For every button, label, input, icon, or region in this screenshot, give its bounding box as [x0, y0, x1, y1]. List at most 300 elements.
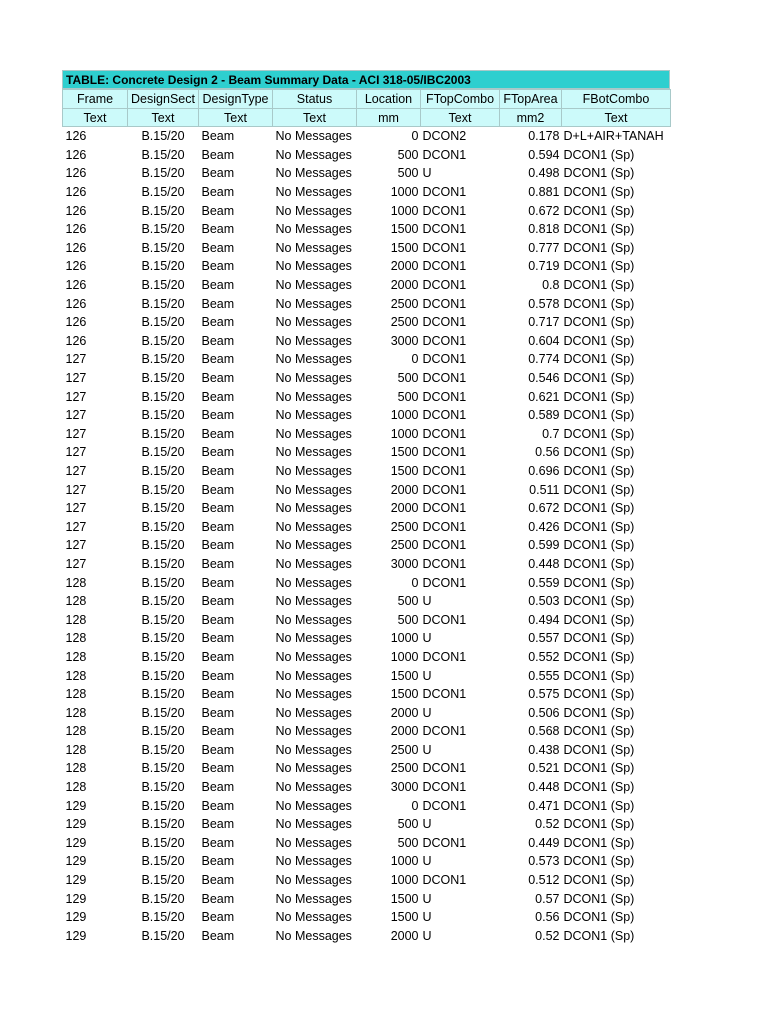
status-cell[interactable]: No Messages [275, 780, 352, 795]
fbot-combo-cell[interactable]: DCON1 (Sp) [563, 463, 635, 478]
ftop-area-cell[interactable]: 0.471 [528, 798, 560, 813]
fbot-combo-cell[interactable]: DCON1 (Sp) [563, 631, 635, 646]
status-cell[interactable]: No Messages [275, 352, 352, 367]
location-cell[interactable]: 2000 [390, 724, 419, 739]
header-design-type[interactable]: DesignType [199, 90, 273, 109]
fbot-combo-cell[interactable]: DCON1 (Sp) [563, 315, 635, 330]
frame-cell[interactable]: 126 [65, 222, 87, 237]
ftop-combo-cell[interactable]: DCON1 [422, 798, 467, 813]
design-type-cell[interactable]: Beam [201, 389, 235, 404]
ftop-combo-cell[interactable]: DCON1 [422, 222, 467, 237]
frame-cell[interactable]: 127 [65, 426, 87, 441]
status-cell[interactable]: No Messages [275, 538, 352, 553]
fbot-combo-cell[interactable]: DCON1 (Sp) [563, 501, 635, 516]
ftop-area-cell[interactable]: 0.818 [528, 222, 560, 237]
design-type-cell[interactable]: Beam [201, 575, 235, 590]
location-cell[interactable]: 0 [411, 352, 419, 367]
location-cell[interactable]: 3000 [390, 556, 419, 571]
ftop-area-cell[interactable]: 0.521 [528, 761, 560, 776]
ftop-combo-cell[interactable]: DCON1 [422, 501, 467, 516]
frame-cell[interactable]: 127 [65, 538, 87, 553]
fbot-combo-cell[interactable]: DCON1 (Sp) [563, 817, 635, 832]
location-cell[interactable]: 2000 [390, 928, 419, 943]
status-cell[interactable]: No Messages [275, 724, 352, 739]
design-type-cell[interactable]: Beam [201, 556, 235, 571]
frame-cell[interactable]: 128 [65, 612, 87, 627]
design-sect-cell[interactable]: B.15/20 [141, 742, 185, 757]
location-cell[interactable]: 500 [397, 817, 419, 832]
location-cell[interactable]: 0 [411, 575, 419, 590]
fbot-combo-cell[interactable]: DCON1 (Sp) [563, 482, 635, 497]
design-type-cell[interactable]: Beam [201, 761, 235, 776]
ftop-area-cell[interactable]: 0.621 [528, 389, 560, 404]
ftop-combo-cell[interactable]: DCON1 [422, 371, 467, 386]
fbot-combo-cell[interactable]: DCON1 (Sp) [563, 445, 635, 460]
ftop-area-cell[interactable]: 0.696 [528, 463, 560, 478]
ftop-area-cell[interactable]: 0.506 [528, 705, 560, 720]
status-cell[interactable]: No Messages [275, 482, 352, 497]
status-cell[interactable]: No Messages [275, 259, 352, 274]
ftop-area-cell[interactable]: 0.599 [528, 538, 560, 553]
design-sect-cell[interactable]: B.15/20 [141, 705, 185, 720]
location-cell[interactable]: 2000 [390, 259, 419, 274]
header-location[interactable]: Location [357, 90, 421, 109]
location-cell[interactable]: 2500 [390, 519, 419, 534]
ftop-area-cell[interactable]: 0.557 [528, 631, 560, 646]
fbot-combo-cell[interactable]: DCON1 (Sp) [563, 594, 635, 609]
design-sect-cell[interactable]: B.15/20 [141, 817, 185, 832]
ftop-area-cell[interactable]: 0.881 [528, 185, 560, 200]
design-type-cell[interactable]: Beam [201, 835, 235, 850]
status-cell[interactable]: No Messages [275, 928, 352, 943]
ftop-combo-cell[interactable]: DCON1 [422, 538, 467, 553]
ftop-area-cell[interactable]: 0.178 [528, 129, 560, 144]
location-cell[interactable]: 500 [397, 835, 419, 850]
frame-cell[interactable]: 129 [65, 798, 87, 813]
ftop-combo-cell[interactable]: DCON1 [422, 761, 467, 776]
ftop-combo-cell[interactable]: DCON1 [422, 278, 467, 293]
fbot-combo-cell[interactable]: DCON1 (Sp) [563, 705, 635, 720]
header-frame[interactable]: Frame [63, 90, 128, 109]
design-type-cell[interactable]: Beam [201, 371, 235, 386]
design-type-cell[interactable]: Beam [201, 649, 235, 664]
header-status[interactable]: Status [273, 90, 357, 109]
design-sect-cell[interactable]: B.15/20 [141, 575, 185, 590]
ftop-area-cell[interactable]: 0.503 [528, 594, 560, 609]
fbot-combo-cell[interactable]: DCON1 (Sp) [563, 147, 635, 162]
fbot-combo-cell[interactable]: DCON1 (Sp) [563, 761, 635, 776]
fbot-combo-cell[interactable]: DCON1 (Sp) [563, 426, 635, 441]
location-cell[interactable]: 2500 [390, 315, 419, 330]
design-sect-cell[interactable]: B.15/20 [141, 798, 185, 813]
design-sect-cell[interactable]: B.15/20 [141, 426, 185, 441]
ftop-combo-cell[interactable]: U [422, 631, 432, 646]
location-cell[interactable]: 1000 [390, 649, 419, 664]
frame-cell[interactable]: 128 [65, 631, 87, 646]
status-cell[interactable]: No Messages [275, 147, 352, 162]
status-cell[interactable]: No Messages [275, 240, 352, 255]
design-sect-cell[interactable]: B.15/20 [141, 482, 185, 497]
design-sect-cell[interactable]: B.15/20 [141, 854, 185, 869]
ftop-combo-cell[interactable]: DCON1 [422, 296, 467, 311]
fbot-combo-cell[interactable]: DCON1 (Sp) [563, 575, 635, 590]
design-sect-cell[interactable]: B.15/20 [141, 594, 185, 609]
ftop-area-cell[interactable]: 0.7 [542, 426, 560, 441]
ftop-combo-cell[interactable]: U [422, 910, 432, 925]
fbot-combo-cell[interactable]: DCON1 (Sp) [563, 519, 635, 534]
header-ftop-area[interactable]: FTopArea [500, 90, 562, 109]
ftop-combo-cell[interactable]: U [422, 854, 432, 869]
design-type-cell[interactable]: Beam [201, 724, 235, 739]
status-cell[interactable]: No Messages [275, 519, 352, 534]
frame-cell[interactable]: 127 [65, 445, 87, 460]
design-type-cell[interactable]: Beam [201, 891, 235, 906]
ftop-area-cell[interactable]: 0.578 [528, 296, 560, 311]
ftop-area-cell[interactable]: 0.511 [529, 482, 560, 497]
design-sect-cell[interactable]: B.15/20 [141, 928, 185, 943]
frame-cell[interactable]: 128 [65, 687, 87, 702]
fbot-combo-cell[interactable]: DCON1 (Sp) [563, 687, 635, 702]
design-sect-cell[interactable]: B.15/20 [141, 445, 185, 460]
status-cell[interactable]: No Messages [275, 742, 352, 757]
status-cell[interactable]: No Messages [275, 910, 352, 925]
status-cell[interactable]: No Messages [275, 594, 352, 609]
design-type-cell[interactable]: Beam [201, 408, 235, 423]
status-cell[interactable]: No Messages [275, 203, 352, 218]
location-cell[interactable]: 0 [411, 798, 419, 813]
ftop-area-cell[interactable]: 0.448 [528, 556, 560, 571]
design-sect-cell[interactable]: B.15/20 [141, 687, 185, 702]
frame-cell[interactable]: 128 [65, 724, 87, 739]
ftop-area-cell[interactable]: 0.449 [528, 835, 560, 850]
design-type-cell[interactable]: Beam [201, 705, 235, 720]
status-cell[interactable]: No Messages [275, 705, 352, 720]
design-sect-cell[interactable]: B.15/20 [141, 185, 185, 200]
design-sect-cell[interactable]: B.15/20 [141, 147, 185, 162]
design-type-cell[interactable]: Beam [201, 668, 235, 683]
design-type-cell[interactable]: Beam [201, 333, 235, 348]
ftop-area-cell[interactable]: 0.56 [535, 445, 560, 460]
design-type-cell[interactable]: Beam [201, 296, 235, 311]
ftop-combo-cell[interactable]: DCON1 [422, 315, 467, 330]
design-sect-cell[interactable]: B.15/20 [141, 724, 185, 739]
ftop-area-cell[interactable]: 0.52 [535, 817, 560, 832]
fbot-combo-cell[interactable]: DCON1 (Sp) [563, 612, 635, 627]
frame-cell[interactable]: 128 [65, 594, 87, 609]
ftop-area-cell[interactable]: 0.568 [528, 724, 560, 739]
design-sect-cell[interactable]: B.15/20 [141, 873, 185, 888]
design-sect-cell[interactable]: B.15/20 [141, 501, 185, 516]
location-cell[interactable]: 1500 [390, 463, 419, 478]
frame-cell[interactable]: 128 [65, 780, 87, 795]
ftop-area-cell[interactable]: 0.717 [528, 315, 560, 330]
ftop-area-cell[interactable]: 0.52 [535, 928, 560, 943]
location-cell[interactable]: 2000 [390, 705, 419, 720]
status-cell[interactable]: No Messages [275, 668, 352, 683]
ftop-combo-cell[interactable]: DCON1 [422, 352, 467, 367]
status-cell[interactable]: No Messages [275, 891, 352, 906]
frame-cell[interactable]: 127 [65, 501, 87, 516]
ftop-area-cell[interactable]: 0.552 [528, 649, 560, 664]
frame-cell[interactable]: 129 [65, 928, 87, 943]
design-sect-cell[interactable]: B.15/20 [141, 835, 185, 850]
fbot-combo-cell[interactable]: DCON1 (Sp) [563, 873, 635, 888]
ftop-combo-cell[interactable]: DCON1 [422, 649, 467, 664]
header-ftop-combo[interactable]: FTopCombo [421, 90, 500, 109]
ftop-area-cell[interactable]: 0.57 [535, 891, 560, 906]
ftop-area-cell[interactable]: 0.559 [528, 575, 560, 590]
design-type-cell[interactable]: Beam [201, 463, 235, 478]
location-cell[interactable]: 2500 [390, 761, 419, 776]
unit-frame[interactable]: Text [63, 109, 128, 127]
fbot-combo-cell[interactable]: DCON1 (Sp) [563, 352, 635, 367]
ftop-combo-cell[interactable]: DCON1 [422, 612, 467, 627]
fbot-combo-cell[interactable]: DCON1 (Sp) [563, 928, 635, 943]
design-type-cell[interactable]: Beam [201, 129, 235, 144]
design-type-cell[interactable]: Beam [201, 873, 235, 888]
frame-cell[interactable]: 128 [65, 668, 87, 683]
ftop-area-cell[interactable]: 0.604 [528, 333, 560, 348]
ftop-combo-cell[interactable]: DCON1 [422, 835, 467, 850]
ftop-area-cell[interactable]: 0.719 [528, 259, 560, 274]
status-cell[interactable]: No Messages [275, 835, 352, 850]
ftop-area-cell[interactable]: 0.512 [528, 873, 560, 888]
ftop-combo-cell[interactable]: DCON1 [422, 482, 467, 497]
ftop-area-cell[interactable]: 0.448 [528, 780, 560, 795]
fbot-combo-cell[interactable]: DCON1 (Sp) [563, 668, 635, 683]
location-cell[interactable]: 1000 [390, 408, 419, 423]
design-sect-cell[interactable]: B.15/20 [141, 371, 185, 386]
fbot-combo-cell[interactable]: DCON1 (Sp) [563, 891, 635, 906]
design-sect-cell[interactable]: B.15/20 [141, 891, 185, 906]
unit-location[interactable]: mm [357, 109, 421, 127]
design-type-cell[interactable]: Beam [201, 742, 235, 757]
ftop-combo-cell[interactable]: DCON1 [422, 147, 467, 162]
ftop-area-cell[interactable]: 0.594 [528, 147, 560, 162]
location-cell[interactable]: 500 [397, 594, 419, 609]
fbot-combo-cell[interactable]: D+L+AIR+TANAH [563, 129, 664, 144]
status-cell[interactable]: No Messages [275, 798, 352, 813]
design-type-cell[interactable]: Beam [201, 780, 235, 795]
status-cell[interactable]: No Messages [275, 129, 352, 144]
status-cell[interactable]: No Messages [275, 873, 352, 888]
fbot-combo-cell[interactable]: DCON1 (Sp) [563, 185, 635, 200]
frame-cell[interactable]: 126 [65, 296, 87, 311]
status-cell[interactable]: No Messages [275, 166, 352, 181]
frame-cell[interactable]: 126 [65, 203, 87, 218]
frame-cell[interactable]: 127 [65, 371, 87, 386]
ftop-area-cell[interactable]: 0.575 [528, 687, 560, 702]
status-cell[interactable]: No Messages [275, 371, 352, 386]
design-sect-cell[interactable]: B.15/20 [141, 203, 185, 218]
design-sect-cell[interactable]: B.15/20 [141, 668, 185, 683]
frame-cell[interactable]: 127 [65, 352, 87, 367]
ftop-combo-cell[interactable]: DCON1 [422, 575, 467, 590]
design-type-cell[interactable]: Beam [201, 278, 235, 293]
fbot-combo-cell[interactable]: DCON1 (Sp) [563, 222, 635, 237]
frame-cell[interactable]: 126 [65, 166, 87, 181]
fbot-combo-cell[interactable]: DCON1 (Sp) [563, 408, 635, 423]
ftop-combo-cell[interactable]: U [422, 928, 432, 943]
ftop-area-cell[interactable]: 0.774 [528, 352, 560, 367]
design-type-cell[interactable]: Beam [201, 482, 235, 497]
ftop-area-cell[interactable]: 0.555 [528, 668, 560, 683]
ftop-combo-cell[interactable]: DCON1 [422, 556, 467, 571]
status-cell[interactable]: No Messages [275, 817, 352, 832]
design-sect-cell[interactable]: B.15/20 [141, 780, 185, 795]
design-type-cell[interactable]: Beam [201, 147, 235, 162]
frame-cell[interactable]: 129 [65, 910, 87, 925]
design-type-cell[interactable]: Beam [201, 817, 235, 832]
design-sect-cell[interactable]: B.15/20 [141, 352, 185, 367]
ftop-combo-cell[interactable]: DCON1 [422, 408, 467, 423]
ftop-combo-cell[interactable]: DCON1 [422, 203, 467, 218]
design-sect-cell[interactable]: B.15/20 [141, 538, 185, 553]
fbot-combo-cell[interactable]: DCON1 (Sp) [563, 333, 635, 348]
status-cell[interactable]: No Messages [275, 575, 352, 590]
ftop-area-cell[interactable]: 0.426 [528, 519, 560, 534]
frame-cell[interactable]: 128 [65, 742, 87, 757]
frame-cell[interactable]: 126 [65, 259, 87, 274]
location-cell[interactable]: 1500 [390, 910, 419, 925]
design-type-cell[interactable]: Beam [201, 612, 235, 627]
status-cell[interactable]: No Messages [275, 854, 352, 869]
status-cell[interactable]: No Messages [275, 222, 352, 237]
unit-fbot-combo[interactable]: Text [562, 109, 671, 127]
design-sect-cell[interactable]: B.15/20 [141, 240, 185, 255]
location-cell[interactable]: 0 [411, 129, 419, 144]
status-cell[interactable]: No Messages [275, 501, 352, 516]
ftop-area-cell[interactable]: 0.56 [535, 910, 560, 925]
frame-cell[interactable]: 128 [65, 575, 87, 590]
ftop-combo-cell[interactable]: DCON1 [422, 333, 467, 348]
location-cell[interactable]: 1000 [390, 873, 419, 888]
unit-design-sect[interactable]: Text [128, 109, 199, 127]
frame-cell[interactable]: 129 [65, 891, 87, 906]
location-cell[interactable]: 500 [397, 166, 419, 181]
header-design-sect[interactable]: DesignSect [128, 90, 199, 109]
ftop-combo-cell[interactable]: U [422, 594, 432, 609]
status-cell[interactable]: No Messages [275, 631, 352, 646]
location-cell[interactable]: 2000 [390, 501, 419, 516]
ftop-combo-cell[interactable]: DCON1 [422, 389, 467, 404]
design-sect-cell[interactable]: B.15/20 [141, 761, 185, 776]
design-type-cell[interactable]: Beam [201, 631, 235, 646]
design-type-cell[interactable]: Beam [201, 928, 235, 943]
design-type-cell[interactable]: Beam [201, 185, 235, 200]
ftop-combo-cell[interactable]: DCON1 [422, 780, 467, 795]
design-sect-cell[interactable]: B.15/20 [141, 612, 185, 627]
design-type-cell[interactable]: Beam [201, 203, 235, 218]
status-cell[interactable]: No Messages [275, 687, 352, 702]
frame-cell[interactable]: 129 [65, 817, 87, 832]
design-sect-cell[interactable]: B.15/20 [141, 129, 185, 144]
design-type-cell[interactable]: Beam [201, 594, 235, 609]
ftop-area-cell[interactable]: 0.777 [528, 240, 560, 255]
location-cell[interactable]: 2500 [390, 296, 419, 311]
fbot-combo-cell[interactable]: DCON1 (Sp) [563, 556, 635, 571]
ftop-combo-cell[interactable]: DCON1 [422, 240, 467, 255]
location-cell[interactable]: 500 [397, 371, 419, 386]
ftop-combo-cell[interactable]: U [422, 891, 432, 906]
design-sect-cell[interactable]: B.15/20 [141, 315, 185, 330]
ftop-combo-cell[interactable]: DCON1 [422, 519, 467, 534]
status-cell[interactable]: No Messages [275, 278, 352, 293]
design-sect-cell[interactable]: B.15/20 [141, 408, 185, 423]
ftop-area-cell[interactable]: 0.438 [528, 742, 560, 757]
design-sect-cell[interactable]: B.15/20 [141, 463, 185, 478]
ftop-combo-cell[interactable]: DCON2 [422, 129, 467, 144]
design-type-cell[interactable]: Beam [201, 854, 235, 869]
frame-cell[interactable]: 129 [65, 835, 87, 850]
location-cell[interactable]: 500 [397, 612, 419, 627]
status-cell[interactable]: No Messages [275, 612, 352, 627]
status-cell[interactable]: No Messages [275, 761, 352, 776]
frame-cell[interactable]: 126 [65, 278, 87, 293]
ftop-area-cell[interactable]: 0.546 [528, 371, 560, 386]
frame-cell[interactable]: 126 [65, 147, 87, 162]
design-sect-cell[interactable]: B.15/20 [141, 333, 185, 348]
design-type-cell[interactable]: Beam [201, 538, 235, 553]
status-cell[interactable]: No Messages [275, 185, 352, 200]
location-cell[interactable]: 500 [397, 147, 419, 162]
header-fbot-combo[interactable]: FBotCombo [562, 90, 671, 109]
fbot-combo-cell[interactable]: DCON1 (Sp) [563, 240, 635, 255]
design-sect-cell[interactable]: B.15/20 [141, 222, 185, 237]
unit-design-type[interactable]: Text [199, 109, 273, 127]
status-cell[interactable]: No Messages [275, 408, 352, 423]
fbot-combo-cell[interactable]: DCON1 (Sp) [563, 854, 635, 869]
design-type-cell[interactable]: Beam [201, 426, 235, 441]
ftop-area-cell[interactable]: 0.573 [528, 854, 560, 869]
design-sect-cell[interactable]: B.15/20 [141, 296, 185, 311]
design-type-cell[interactable]: Beam [201, 240, 235, 255]
location-cell[interactable]: 1500 [390, 240, 419, 255]
location-cell[interactable]: 1000 [390, 185, 419, 200]
fbot-combo-cell[interactable]: DCON1 (Sp) [563, 835, 635, 850]
design-type-cell[interactable]: Beam [201, 315, 235, 330]
ftop-combo-cell[interactable]: DCON1 [422, 873, 467, 888]
design-type-cell[interactable]: Beam [201, 501, 235, 516]
frame-cell[interactable]: 127 [65, 556, 87, 571]
design-type-cell[interactable]: Beam [201, 445, 235, 460]
ftop-combo-cell[interactable]: DCON1 [422, 259, 467, 274]
location-cell[interactable]: 1500 [390, 668, 419, 683]
ftop-combo-cell[interactable]: DCON1 [422, 426, 467, 441]
fbot-combo-cell[interactable]: DCON1 (Sp) [563, 724, 635, 739]
ftop-area-cell[interactable]: 0.498 [528, 166, 560, 181]
design-type-cell[interactable]: Beam [201, 166, 235, 181]
frame-cell[interactable]: 126 [65, 129, 87, 144]
fbot-combo-cell[interactable]: DCON1 (Sp) [563, 649, 635, 664]
location-cell[interactable]: 3000 [390, 333, 419, 348]
frame-cell[interactable]: 128 [65, 761, 87, 776]
unit-ftop-combo[interactable]: Text [421, 109, 500, 127]
status-cell[interactable]: No Messages [275, 556, 352, 571]
design-sect-cell[interactable]: B.15/20 [141, 519, 185, 534]
frame-cell[interactable]: 126 [65, 240, 87, 255]
fbot-combo-cell[interactable]: DCON1 (Sp) [563, 166, 635, 181]
fbot-combo-cell[interactable]: DCON1 (Sp) [563, 742, 635, 757]
location-cell[interactable]: 1500 [390, 687, 419, 702]
frame-cell[interactable]: 127 [65, 408, 87, 423]
design-sect-cell[interactable]: B.15/20 [141, 259, 185, 274]
unit-status[interactable]: Text [273, 109, 357, 127]
design-sect-cell[interactable]: B.15/20 [141, 910, 185, 925]
frame-cell[interactable]: 128 [65, 705, 87, 720]
status-cell[interactable]: No Messages [275, 426, 352, 441]
design-sect-cell[interactable]: B.15/20 [141, 166, 185, 181]
